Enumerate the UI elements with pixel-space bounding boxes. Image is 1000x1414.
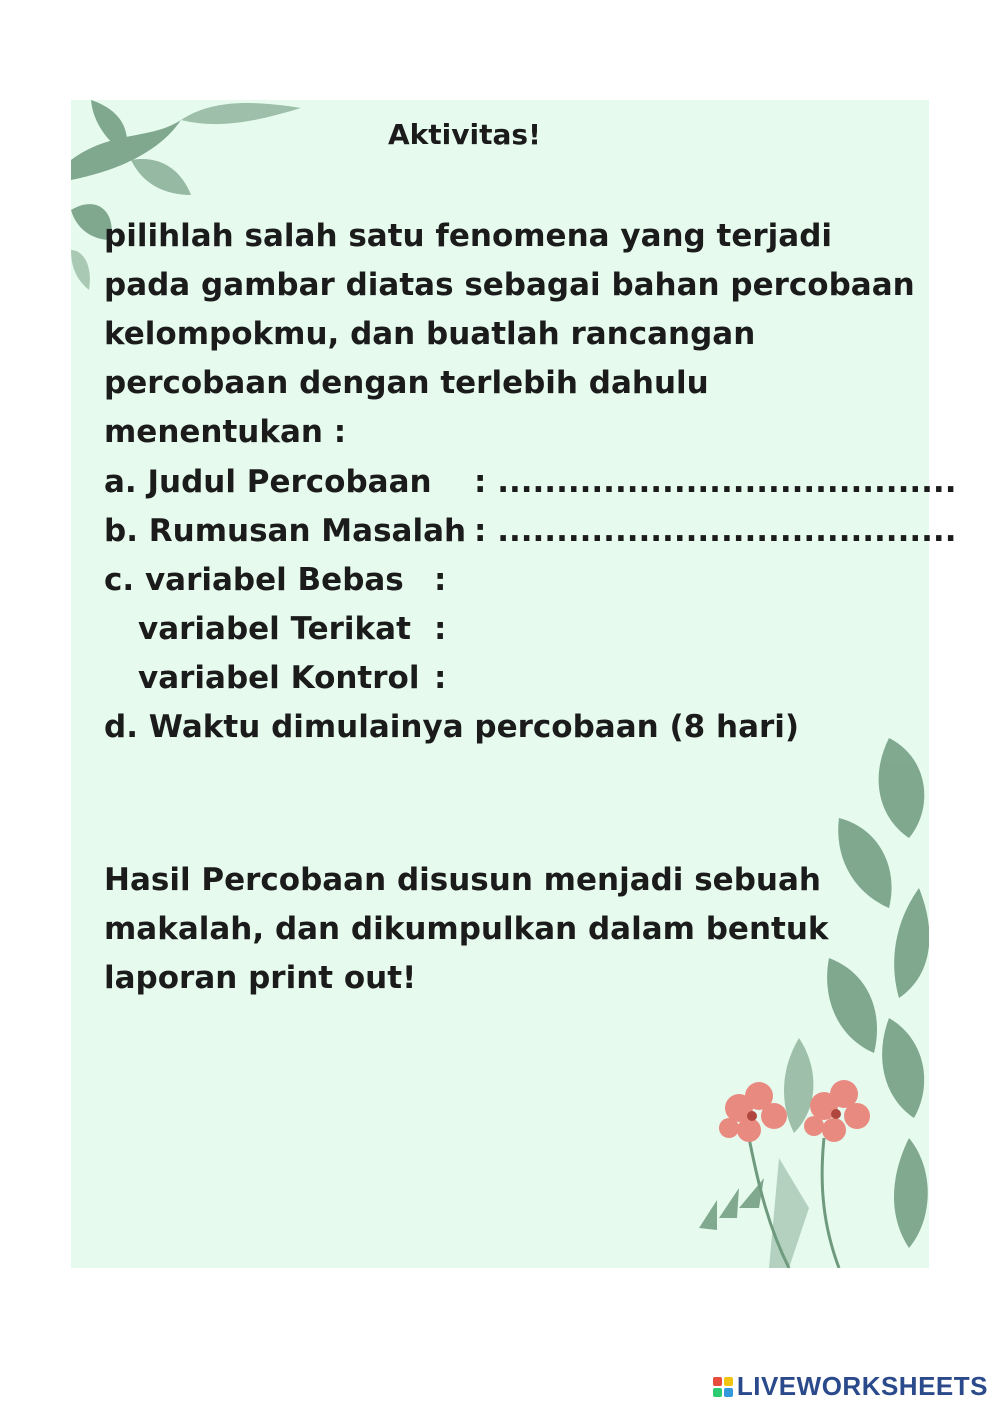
item-label: b. Rumusan Masalah bbox=[104, 513, 467, 549]
item-label: variabel Terikat bbox=[138, 611, 411, 647]
item-answer-blank[interactable]: : bbox=[434, 562, 447, 598]
item-variabel-kontrol bbox=[104, 654, 956, 703]
item-label: d. Waktu dimulainya percobaan (8 hari) bbox=[104, 709, 800, 745]
item-answer-blank[interactable]: : ....................................... bbox=[474, 513, 957, 549]
instruction-line: percobaan dengan terlebih dahulu bbox=[104, 365, 709, 401]
result-line: laporan print out! bbox=[104, 960, 417, 996]
experiment-items-list bbox=[104, 458, 956, 752]
result-paragraph bbox=[104, 856, 829, 1003]
instruction-line: kelompokmu, dan buatlah rancangan bbox=[104, 316, 756, 352]
item-variabel-bebas bbox=[104, 556, 956, 605]
result-line: makalah, dan dikumpulkan dalam bentuk bbox=[104, 911, 829, 947]
instruction-line: menentukan : bbox=[104, 414, 347, 450]
item-label: c. variabel Bebas bbox=[104, 562, 404, 598]
liveworksheets-logo[interactable] bbox=[713, 1371, 988, 1402]
result-line: Hasil Percobaan disusun menjadi sebuah bbox=[104, 862, 821, 898]
item-answer-blank[interactable]: : ....................................... bbox=[474, 464, 957, 500]
item-judul-percobaan bbox=[104, 458, 956, 507]
item-waktu-percobaan bbox=[104, 703, 956, 752]
item-answer-blank[interactable]: : bbox=[434, 611, 447, 647]
logo-text: LIVEWORKSHEETS bbox=[736, 1371, 988, 1401]
item-answer-blank[interactable]: : bbox=[434, 660, 447, 696]
instruction-paragraph bbox=[104, 212, 915, 457]
instruction-line: pilihlah salah satu fenomena yang terjadi bbox=[104, 218, 833, 254]
item-label: variabel Kontrol bbox=[138, 660, 420, 696]
item-rumusan-masalah bbox=[104, 507, 956, 556]
item-variabel-terikat bbox=[104, 605, 956, 654]
instruction-line: pada gambar diatas sebagai bahan percobaan bbox=[104, 267, 915, 303]
item-label: a. Judul Percobaan bbox=[104, 464, 432, 500]
liveworksheets-logo-icon bbox=[713, 1377, 733, 1397]
page-title: Aktivitas! bbox=[388, 118, 541, 151]
floral-decoration-bottom-right bbox=[589, 738, 929, 1268]
